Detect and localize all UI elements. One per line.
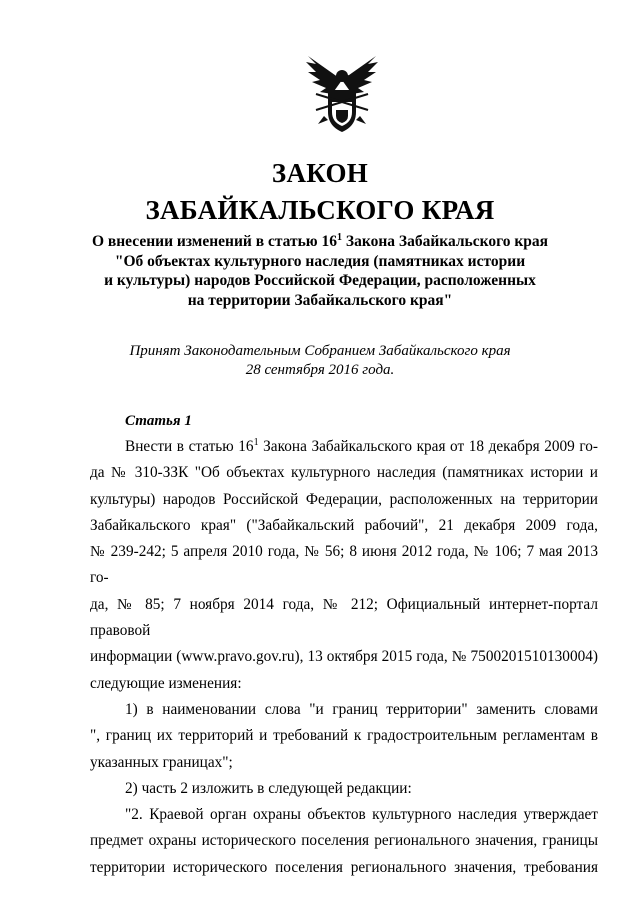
- p1-text-a: Внести в статью 16: [125, 438, 254, 455]
- adoption-date: 28 сентября 2016 года.: [245, 362, 395, 378]
- paragraph-2-line-1: 1) в наименовании слова "и границ территории" заменить словами: [125, 700, 598, 718]
- subtitle-line1: [60, 232, 580, 252]
- paragraph-1-line-4: Забайкальского края" ("Забайкальский рабочий", 21 декабря 2009 года,: [90, 516, 598, 534]
- subtitle-superscript: 1: [337, 231, 343, 243]
- paragraph-4-line-1: "2. Краевой орган охраны объектов культурного наследия утверждает: [125, 806, 598, 824]
- subtitle-line2: "Об объектах культурного наследия (памятниках истории: [114, 252, 526, 270]
- p1-superscript: 1: [253, 436, 259, 448]
- subtitle-text-a: О внесении изменений в статью 16: [91, 233, 338, 250]
- p1-text-b: Закона Забайкальского края от 18 декабря 2009 го-: [258, 438, 598, 455]
- paragraph-4-line-3: территории исторического поселения регионального значения, требования: [90, 858, 598, 876]
- subtitle-text-b: Закона Забайкальского края: [342, 233, 549, 250]
- paragraph-1-line-6: да, № 85; 7 ноября 2014 года, № 212; Официальный интернет-портал правовой: [90, 595, 598, 640]
- law-subtitle: [60, 232, 580, 310]
- paragraph-1-line-7: информации (www.pravo.gov.ru), 13 октября 2015 года, № 7500201510130004): [90, 648, 598, 666]
- law-title-line1: ЗАКОН: [271, 158, 369, 188]
- paragraph-1-line-5: № 239-242; 5 апреля 2010 года, № 56; 8 июня 2012 года, № 106; 7 мая 2013 го-: [90, 543, 598, 587]
- paragraph-1-line-1: [90, 434, 598, 460]
- paragraph-3-line-1: 2) часть 2 изложить в следующей редакции:: [125, 779, 412, 797]
- subtitle-line4: на территории Забайкальского края": [187, 291, 453, 309]
- adoption-note: [60, 342, 580, 380]
- article-body: [90, 434, 598, 881]
- article-heading: Статья 1: [125, 413, 192, 429]
- law-title-line2: ЗАБАЙКАЛЬСКОГО КРАЯ: [145, 195, 495, 225]
- paragraph-4-line-2: предмет охраны исторического поселения регионального значения, границы: [90, 832, 598, 850]
- paragraph-1-line-3: культуры) народов Российской Федерации, расположенных на территории: [90, 490, 598, 508]
- zabaikalsky-krai-coat-of-arms-icon: [302, 50, 382, 136]
- subtitle-line3: и культуры) народов Российской Федерации, расположенных: [104, 272, 536, 289]
- adoption-line1: Принят Законодательным Собранием Забайкальского края: [129, 343, 511, 359]
- paragraph-2-line-2: ", границ их территорий и требований к градостроительным регламентам в: [90, 727, 598, 745]
- paragraph-2-line-3: указанных границах";: [90, 753, 233, 771]
- paragraph-1-line-8: следующие изменения:: [90, 674, 242, 692]
- paragraph-1-line-2: да № 310-ЗЗК "Об объектах культурного наследия (памятниках истории и: [90, 464, 598, 482]
